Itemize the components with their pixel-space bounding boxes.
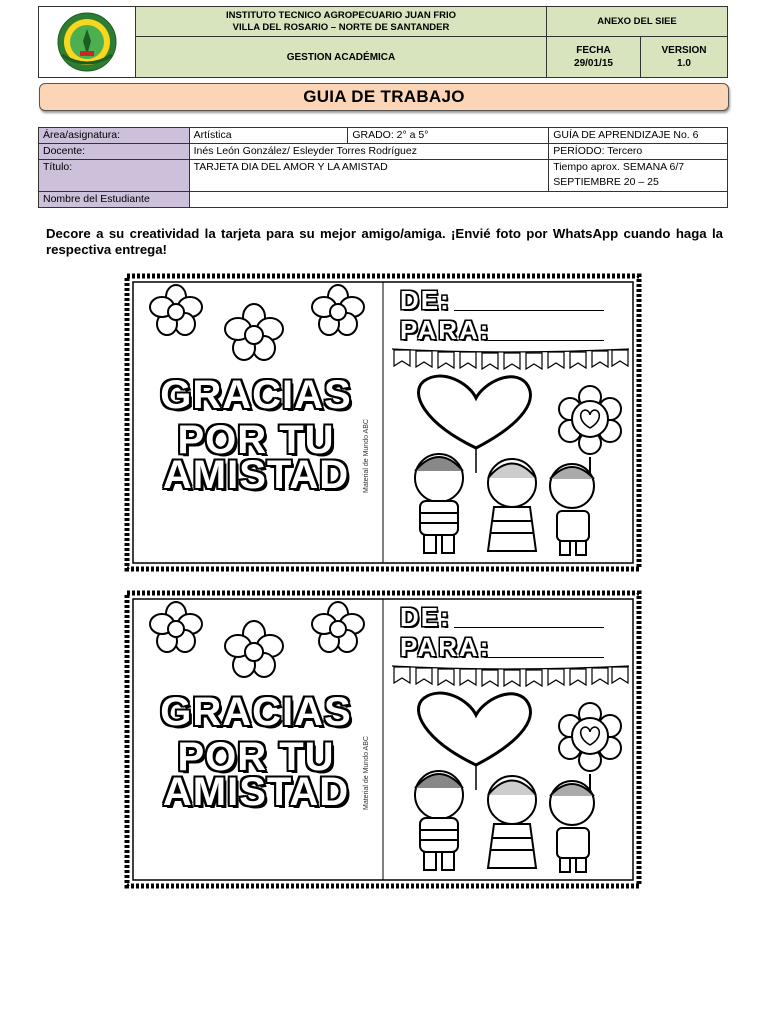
title-value: TARJETA DIA DEL AMOR Y LA AMISTAD <box>189 160 549 192</box>
card-title-line-3: AMISTAD <box>162 453 350 497</box>
card-from-line[interactable] <box>454 310 604 311</box>
friendship-card <box>124 273 642 572</box>
guide-number: GUÍA DE APRENDIZAJE No. 6 <box>549 128 728 144</box>
card-title-line-2: POR TU <box>177 735 335 779</box>
time-line-2: SEPTIEMBRE 20 – 25 <box>553 176 659 188</box>
table-row <box>39 128 728 144</box>
friendship-card <box>124 590 642 889</box>
date-label: FECHA <box>576 45 611 56</box>
school-crest-icon <box>56 11 118 73</box>
card-to-label: PARA: <box>400 632 491 662</box>
children-illustration-icon <box>415 771 594 872</box>
table-row <box>39 160 728 192</box>
logo-cell <box>39 7 136 77</box>
institution-line-2: VILLA DEL ROSARIO – NORTE DE SANTANDER <box>232 21 450 33</box>
area-label: Área/asignatura: <box>39 128 190 144</box>
table-row <box>39 192 728 208</box>
time-cell <box>549 160 728 192</box>
title-label: Título: <box>39 160 190 192</box>
area-value: Artística <box>189 128 348 144</box>
student-name-field[interactable] <box>189 192 727 208</box>
card-title-line-1: GRACIAS <box>160 690 352 734</box>
date-value: 29/01/15 <box>574 58 613 69</box>
grade-value: GRADO: 2° a 5° <box>348 128 549 144</box>
card-title-line-2: POR TU <box>177 418 335 462</box>
period-value: PERÍODO: Tercero <box>549 144 728 160</box>
document-header <box>38 6 728 78</box>
version-cell <box>641 37 727 77</box>
card-to-line[interactable] <box>488 657 604 658</box>
guide-title: GUIA DE TRABAJO <box>39 83 729 111</box>
instructions-text: Decore a su creatividad la tarjeta para su mejor amigo/amiga. ¡Envié foto por WhatsApp cuando haga la respectiva entrega! <box>46 226 723 257</box>
table-row <box>39 144 728 160</box>
version-value: 1.0 <box>677 58 691 69</box>
version-label: VERSION <box>661 45 707 56</box>
card-from-line[interactable] <box>454 627 604 628</box>
time-line-1: Tiempo aprox. SEMANA 6/7 <box>553 161 685 173</box>
institution-name <box>136 7 547 37</box>
svg-text:Material de Mundo ABC: Material de Mundo ABC <box>363 736 370 810</box>
teacher-label: Docente: <box>39 144 190 160</box>
annex-label: ANEXO DEL SIEE <box>547 7 727 37</box>
card-from-label: DE: <box>400 602 451 632</box>
card-to-label: PARA: <box>400 315 491 345</box>
student-label: Nombre del Estudiante <box>39 192 190 208</box>
children-illustration-icon <box>415 454 594 555</box>
institution-line-1: INSTITUTO TECNICO AGROPECUARIO JUAN FRIO <box>225 9 457 21</box>
card-title-line-1: GRACIAS <box>160 373 352 417</box>
card-from-label: DE: <box>400 285 451 315</box>
svg-text:Material de Mundo ABC: Material de Mundo ABC <box>363 419 370 493</box>
card-title-line-3: AMISTAD <box>162 770 350 814</box>
info-table <box>38 127 728 208</box>
card-to-line[interactable] <box>488 340 604 341</box>
date-cell <box>547 37 641 77</box>
management-label: GESTION ACADÉMICA <box>136 37 547 77</box>
teacher-value: Inés León González/ Esleyder Torres Rodríguez <box>189 144 549 160</box>
